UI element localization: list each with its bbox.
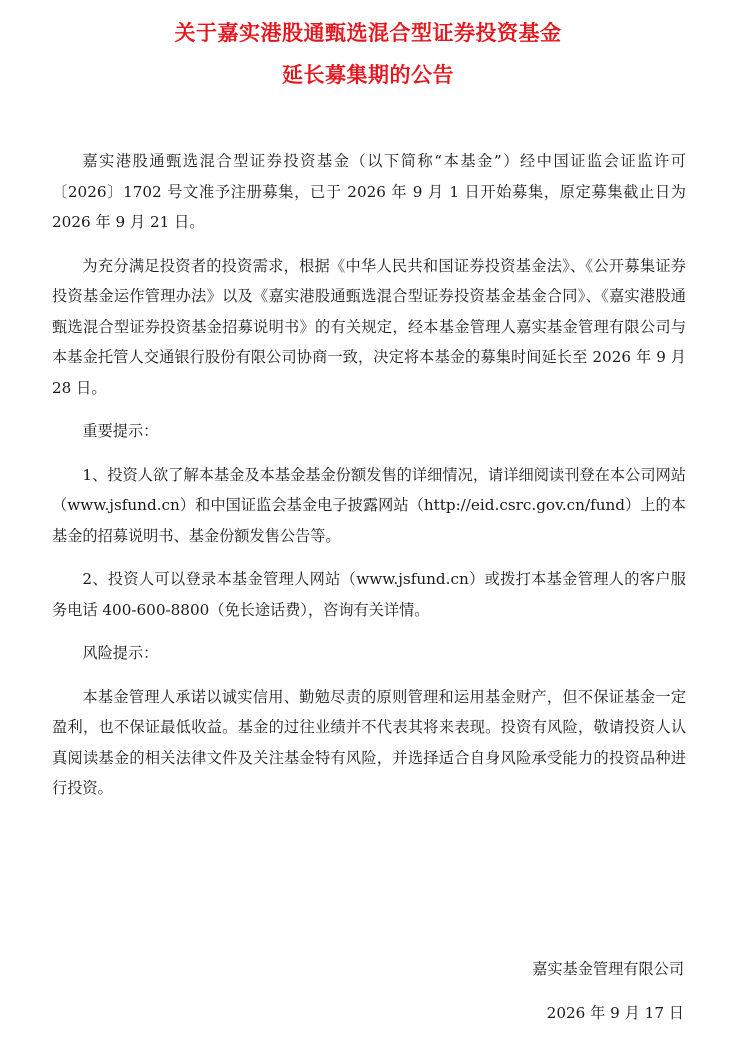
document-title-line1: 关于嘉实港股通甄选混合型证券投资基金 [174,21,562,45]
paragraph-risk-disclosure: 本基金管理人承诺以诚实信用、勤勉尽责的原则管理和运用基金财产，但不保证基金一定盈利，也不保证最低收益。基金的过往业绩并不代表其将来表现。投资有风险，敬请投资人认真阅读基金的相关法律文件及关注基金特有风险，并选择适合自身风险承受能力的投资品种进行投资。 [52,687,686,797]
paragraph-notice-item-1: 1、投资人欲了解本基金及本基金基金份额发售的详细情况，请详细阅读刊登在本公司网站（www.jsfund.cn）和中国证监会基金电子披露网站（http://eid.csrc.gov.cn/fund）上的本基金的招募说明书、基金份额发售公告等。 [52,465,686,545]
paragraph-extension-decision: 为充分满足投资者的投资需求，根据《中华人民共和国证券投资基金法》、《公开募集证券投资基金运作管理办法》以及《嘉实港股通甄选混合型证券投资基金基金合同》、《嘉实港股通甄选混合型证券投资基金招募说明书》的有关规定，经本基金管理人嘉实基金管理有限公司与本基金托管人交通银行股份有限公司协商一致，决定将本基金的募集时间延长至 2026 年 9 月 28 日。 [52,256,686,397]
document-body [52,146,686,804]
paragraph-notice-item-2: 2、投资人可以登录本基金管理人网站（www.jsfund.cn）或拨打本基金管理人的客户服务电话 400-600-8800（免长途话费），咨询有关详情。 [52,570,686,619]
heading-important-notice: 重要提示： [82,422,159,440]
signature-date: 2026 年 9 月 17 日 [546,1004,684,1022]
document-title-line2: 延长募集期的公告 [282,63,454,87]
heading-risk-notice: 风险提示： [82,644,159,662]
paragraph-fund-registration: 嘉实港股通甄选混合型证券投资基金（以下简称“本基金”）经中国证监会证监许可〔2026〕1702 号文准予注册募集，已于 2026 年 9 月 1 日开始募集，原定募集截止日为 2026 年 9 月 21 日。 [52,152,686,231]
signature-organization: 嘉实基金管理有限公司 [532,960,684,978]
